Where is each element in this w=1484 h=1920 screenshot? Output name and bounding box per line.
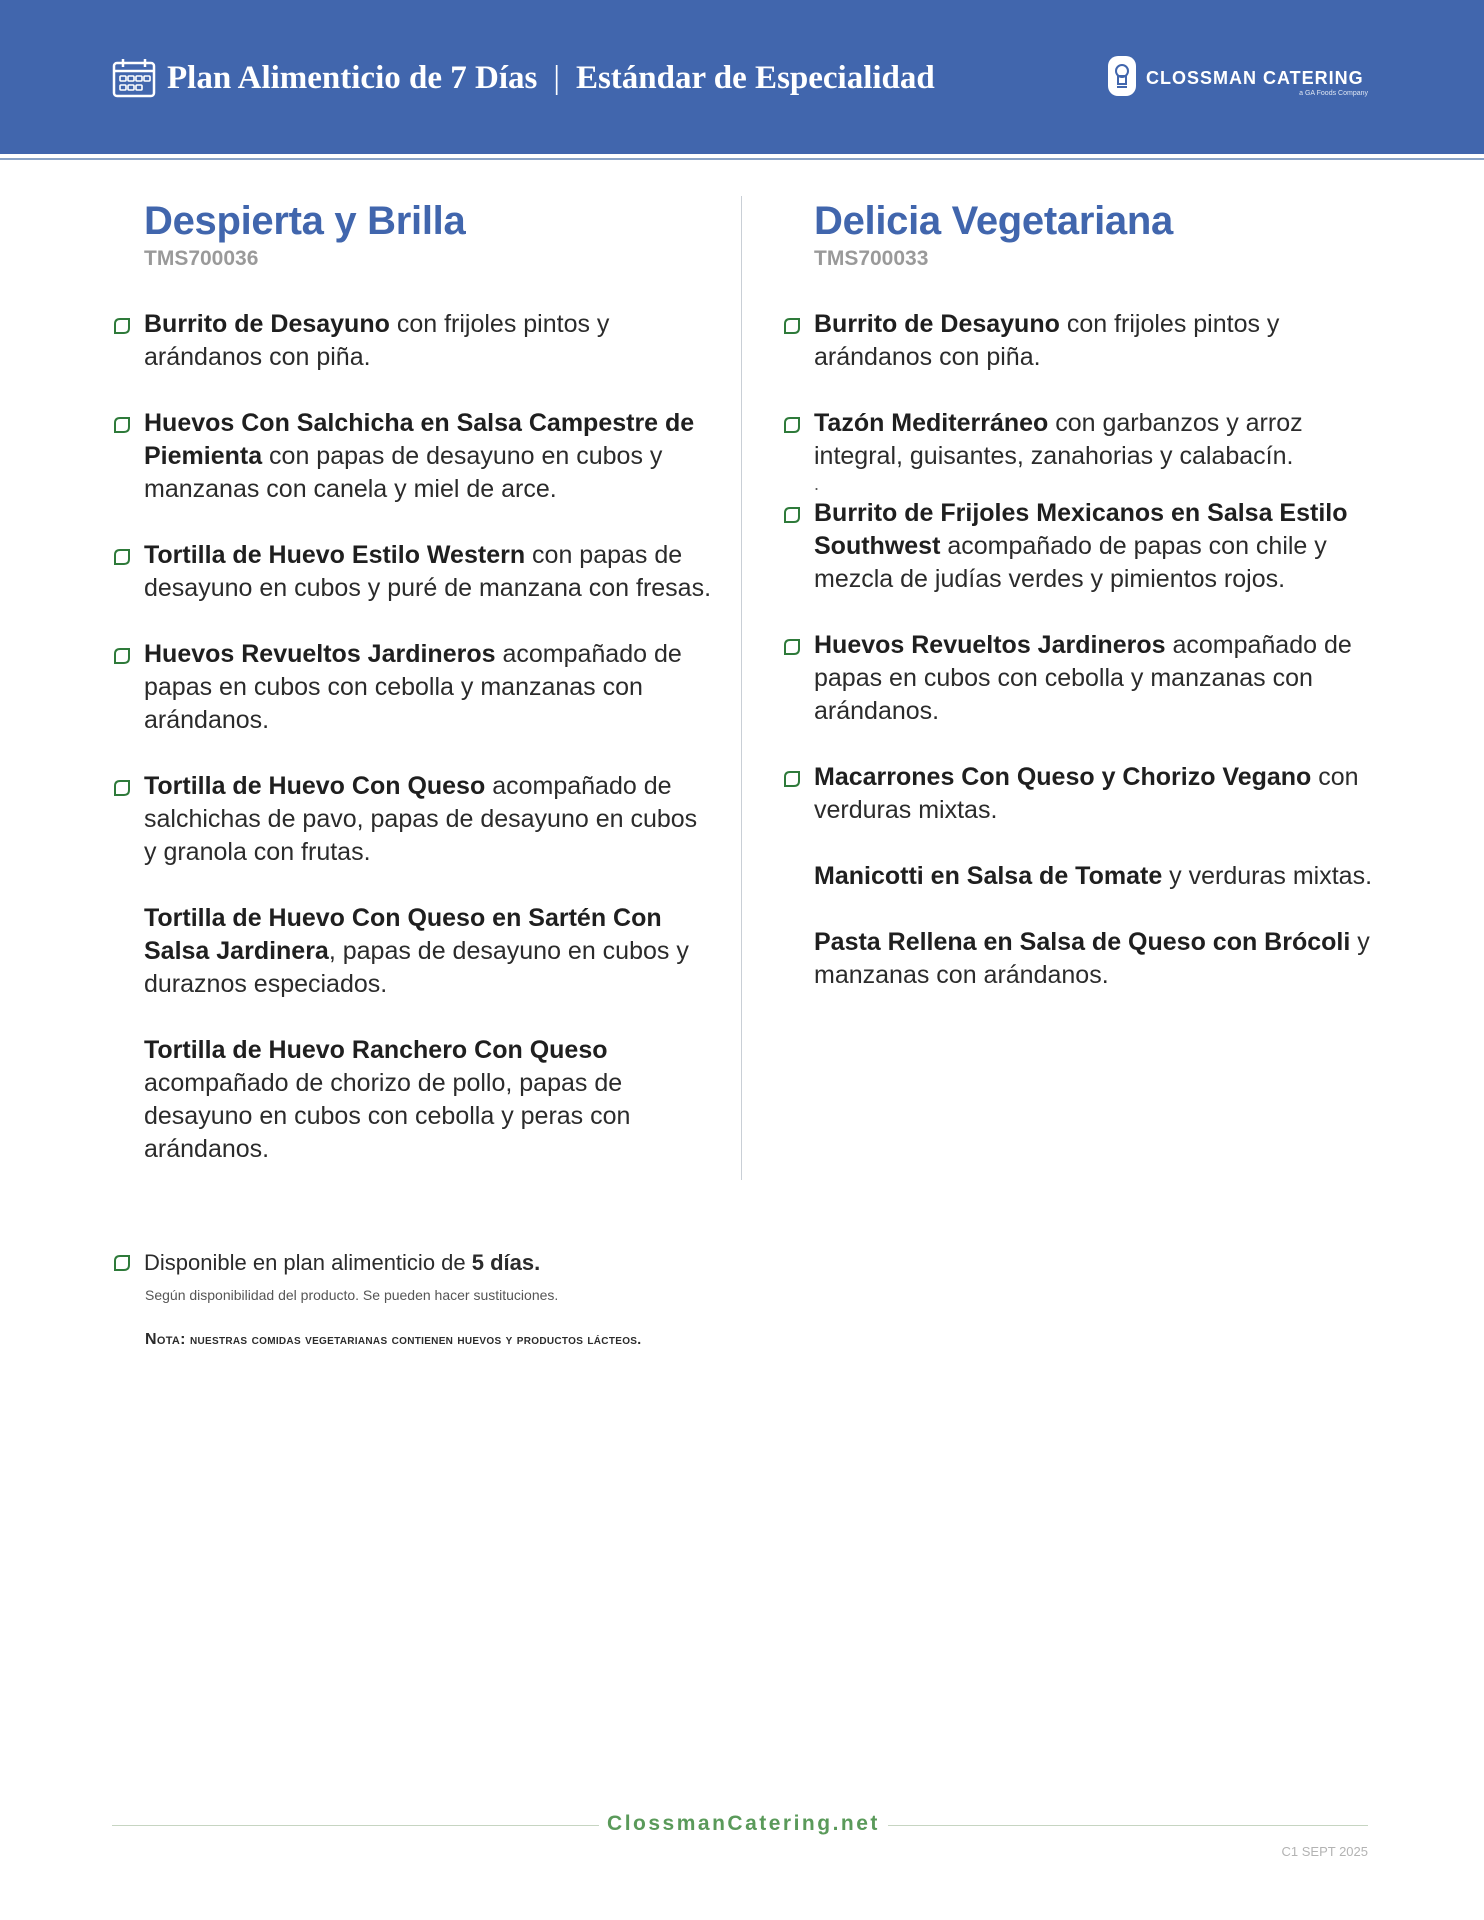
menu-title: Despierta y Brilla (144, 199, 466, 243)
menu-item (782, 407, 1382, 473)
menu-item-desc: acompañado de salchichas de pavo, papas de desayuno en cubos y granola con frutas. (144, 772, 698, 866)
availability-note (112, 1248, 812, 1278)
menu-item-desc: y verduras mixtas. (1162, 862, 1373, 890)
availability-days: 5 días. (471, 1250, 541, 1275)
leaf-bullet-icon (113, 779, 131, 797)
menu-item-name: Burrito de Frijoles Mexicanos en Salsa Estilo Southwest (814, 499, 1348, 560)
menu-item-desc: con papas de desayuno en cubos y puré de manzana con fresas. (144, 541, 712, 602)
footnotes (112, 1248, 812, 1351)
menu-item (782, 761, 1382, 827)
menu-item-desc: y manzanas con arándanos. (814, 928, 1370, 989)
menu-item (112, 539, 712, 605)
menu-item-desc: acompañado de chorizo de pollo, papas de desayuno en cubos con cebolla y peras con arándanos. (144, 1069, 631, 1163)
leaf-bullet-icon (113, 1254, 131, 1272)
menu-item-name: Macarrones Con Queso y Chorizo Vegano (814, 763, 1312, 791)
leaf-bullet-icon (783, 416, 801, 434)
header-banner (0, 0, 1484, 154)
menu-item-name: Burrito de Desayuno (814, 310, 1060, 338)
menu-item-desc: con frijoles pintos y arándanos con piña. (144, 310, 610, 371)
calendar-icon (112, 58, 156, 98)
title-plan: Plan Alimenticio de 7 Días (167, 59, 538, 96)
menu-item-desc: con verduras mixtas. (814, 763, 1359, 824)
menu-item-desc: acompañado de papas en cubos con cebolla y manzanas con arándanos. (144, 640, 682, 734)
menu-column-despierta (112, 196, 712, 1199)
leaf-bullet-icon (113, 647, 131, 665)
version-code: C1 SEPT 2025 (1281, 1844, 1368, 1859)
note-label: Nota: (145, 1331, 186, 1348)
leaf-bullet-icon (113, 416, 131, 434)
menu-column-vegetariana (782, 196, 1382, 1025)
title-standard: Estándar de Especialidad (575, 59, 935, 96)
note-text: nuestras comidas vegetarianas contienen huevos y productos lácteos. (190, 1331, 642, 1347)
menu-title: Delicia Vegetariana (814, 199, 1173, 243)
menu-item-desc: acompañado de papas en cubos con cebolla y manzanas con arándanos. (814, 631, 1352, 725)
menu-item-list (112, 308, 712, 1166)
menu-item-desc: acompañado de papas con chile y mezcla de judías verdes y pimientos rojos. (814, 532, 1327, 593)
menu-item-desc: con garbanzos y arroz integral, guisantes, zanahorias y calabacín. (814, 409, 1303, 470)
menu-item-name: Tortilla de Huevo Con Queso en Sartén Con Salsa Jardinera (144, 904, 662, 965)
menu-code: TMS700033 (814, 247, 929, 270)
menu-item (112, 770, 712, 869)
menu-item-name: Tazón Mediterráneo (814, 409, 1049, 437)
brand-name: CLOSSMAN CATERING (1146, 68, 1364, 88)
menu-item-list (782, 308, 1382, 992)
footer-website-link[interactable]: ClossmanCatering.net (607, 1812, 880, 1835)
disclaimer: Según disponibilidad del producto. Se pueden hacer sustituciones. (145, 1287, 559, 1303)
title-separator: | (553, 59, 560, 96)
menu-item-five-day (782, 926, 1382, 992)
menu-item (782, 629, 1382, 728)
menu-item-name: Huevos Revueltos Jardineros (144, 640, 496, 668)
menu-item-name: Huevos Con Salchicha en Salsa Campestre de Piemienta (144, 409, 695, 470)
menu-item (112, 638, 712, 737)
menu-item (112, 407, 712, 506)
menu-item-five-day (112, 902, 712, 1001)
menu-item (782, 497, 1382, 596)
menu-code: TMS700036 (144, 247, 259, 270)
menu-item-five-day (782, 860, 1382, 893)
menu-item-name: Tortilla de Huevo Ranchero Con Queso (144, 1036, 608, 1064)
footer-rule-right (888, 1825, 1368, 1826)
column-divider (741, 196, 742, 1180)
availability-text: Disponible en plan alimenticio de (144, 1250, 472, 1275)
leaf-bullet-icon (783, 506, 801, 524)
footer-rule-left (112, 1825, 599, 1826)
vegetarian-note (112, 1328, 812, 1351)
header-divider (0, 158, 1484, 160)
menu-item-name: Burrito de Desayuno (144, 310, 390, 338)
menu-item-name: Tortilla de Huevo Con Queso (144, 772, 486, 800)
menu-item-name: Tortilla de Huevo Estilo Western (144, 541, 526, 569)
menu-item (112, 308, 712, 374)
page-title (167, 56, 935, 100)
menu-item-five-day (112, 1034, 712, 1166)
leaf-bullet-icon (113, 548, 131, 566)
brand-logo (1108, 56, 1368, 100)
menu-item-name: Pasta Rellena en Salsa de Queso con Brócoli (814, 928, 1351, 956)
menu-item-desc: con papas de desayuno en cubos y manzanas con canela y miel de arce. (144, 442, 663, 503)
leaf-bullet-icon (783, 638, 801, 656)
menu-item-desc: con frijoles pintos y arándanos con piña. (814, 310, 1280, 371)
leaf-bullet-icon (783, 770, 801, 788)
menu-item-name: Manicotti en Salsa de Tomate (814, 862, 1163, 890)
menu-item-desc: , papas de desayuno en cubos y duraznos especiados. (144, 937, 689, 998)
stray-dot: . (814, 474, 820, 494)
leaf-bullet-icon (113, 317, 131, 335)
menu-item (782, 308, 1382, 374)
chef-badge-icon (1108, 56, 1136, 96)
menu-item-name: Huevos Revueltos Jardineros (814, 631, 1166, 659)
brand-subtitle: a GA Foods Company (1299, 90, 1368, 97)
leaf-bullet-icon (783, 317, 801, 335)
